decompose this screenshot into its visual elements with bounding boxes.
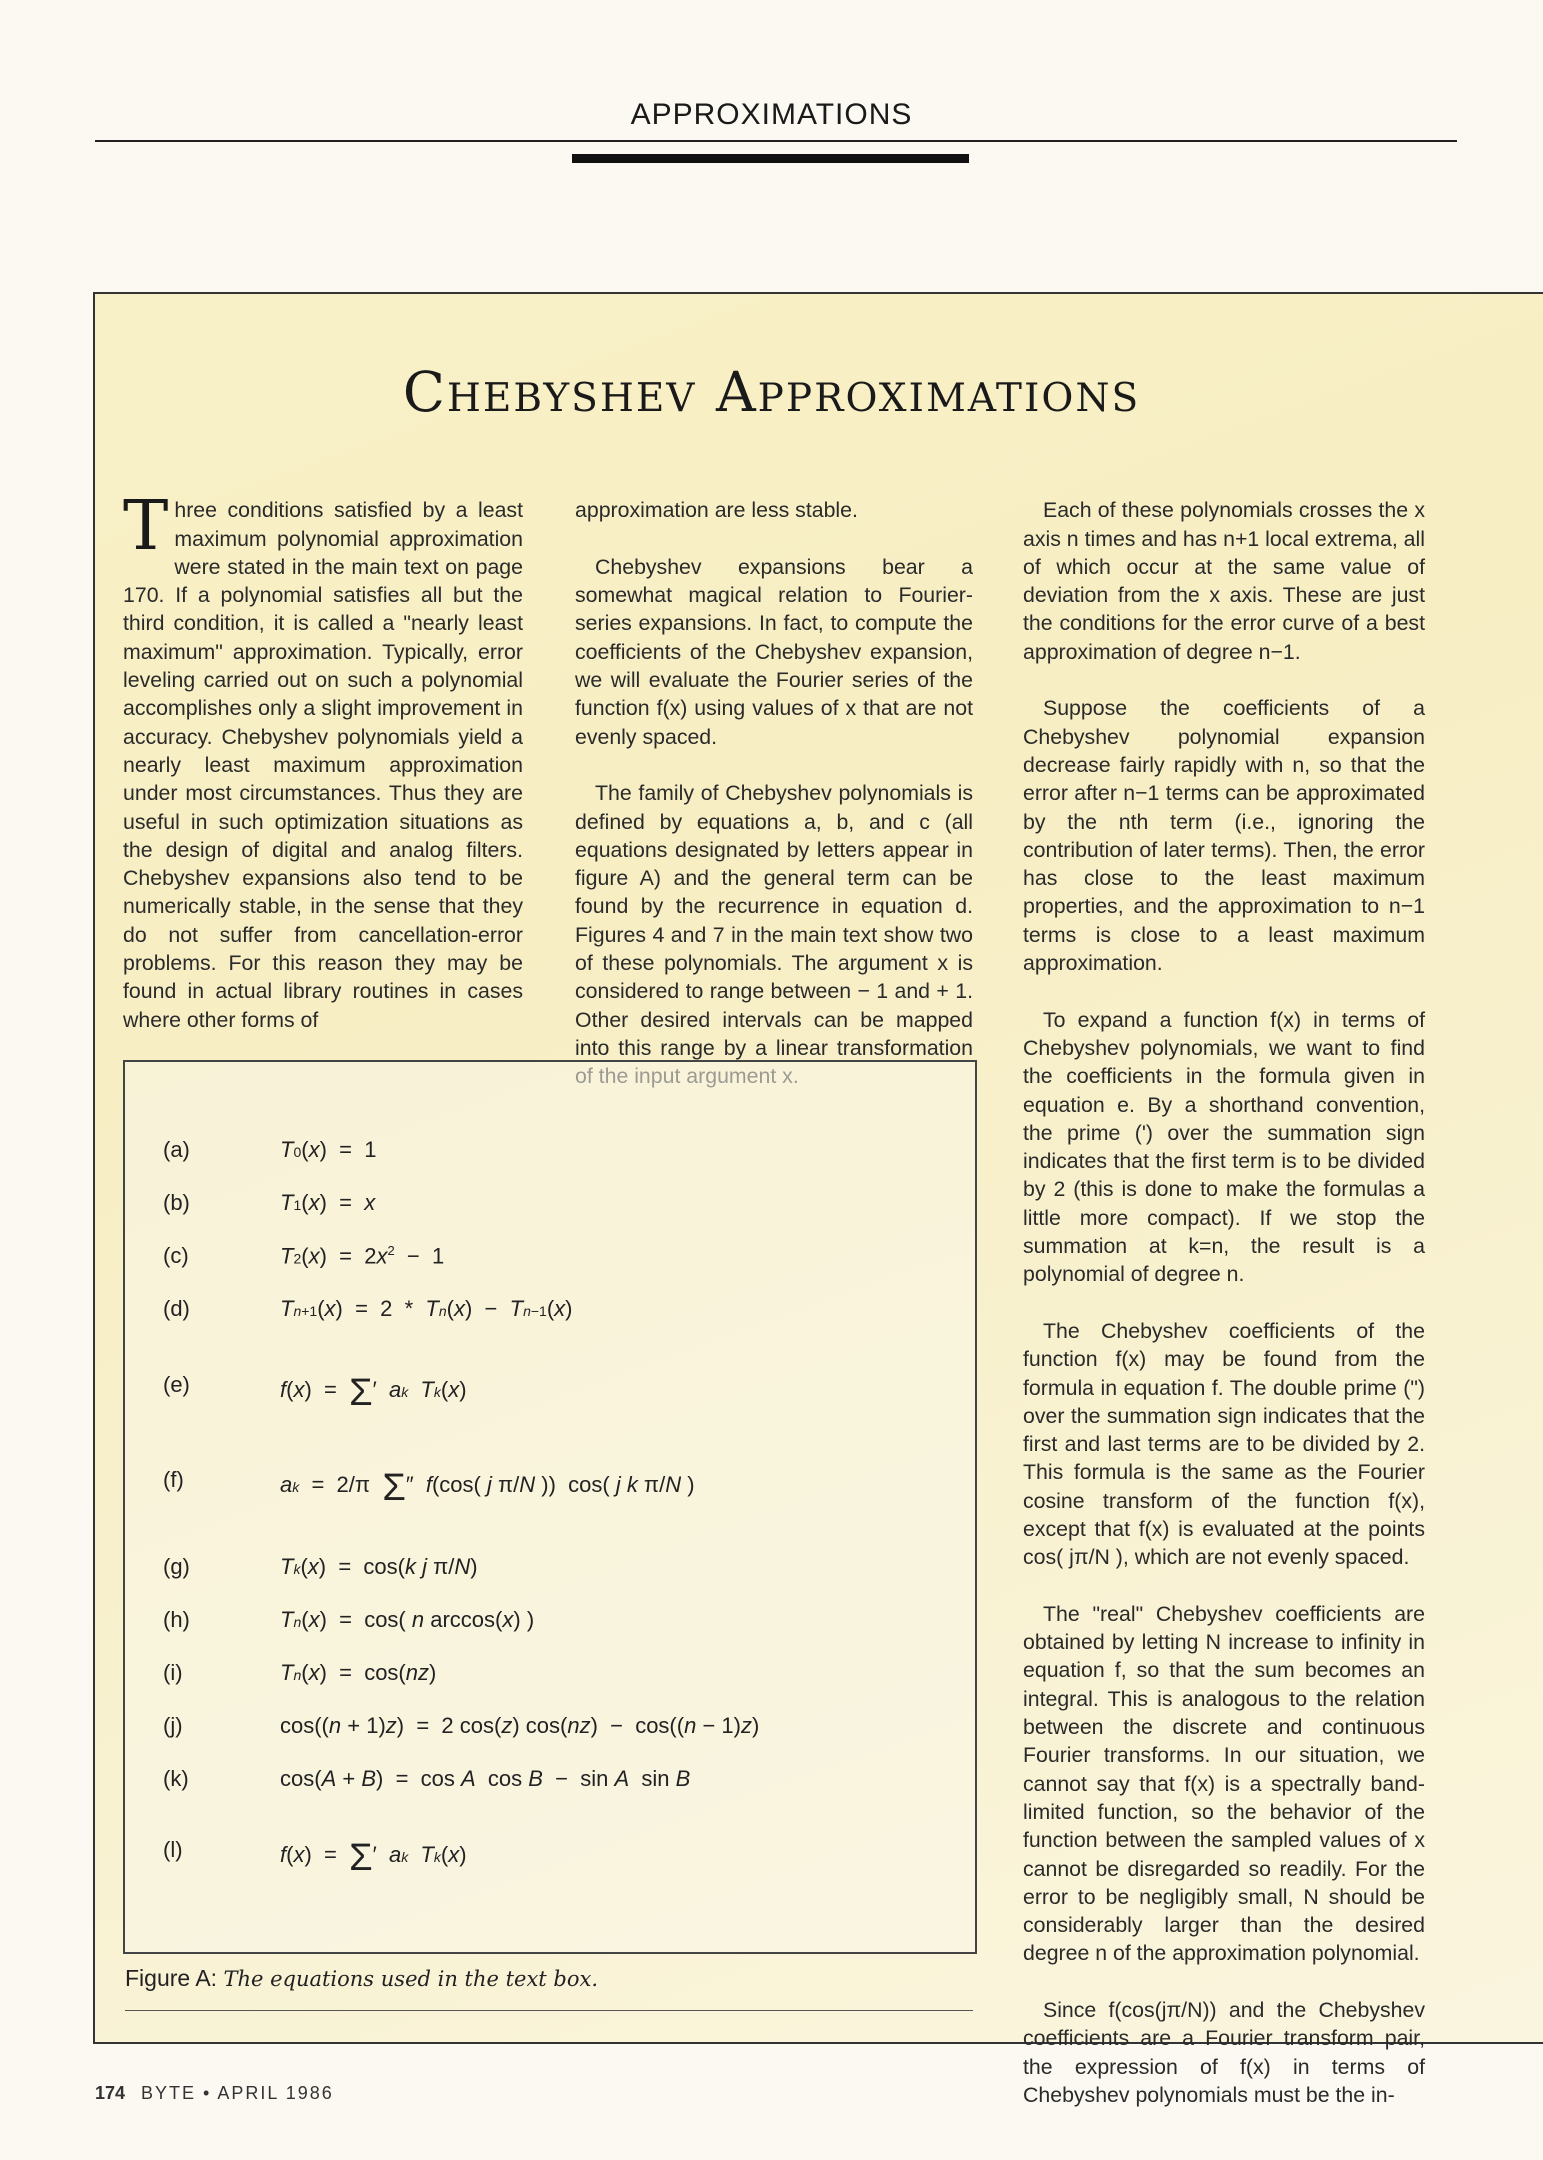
figure-caption	[125, 1965, 598, 1992]
col3-paragraph-4: The Chebyshev coefficients of the function f(x) may be found from the formula in equation f. The double prime (") over the summation sign indicates that the first and last terms are to be divided by 2. This formula is the same as the Fourier cosine transform of the function f(x), except that f(x) is evaluated at the points cos( jπ/N ), which are not evenly spaced.	[1023, 1318, 1425, 1570]
footer-text: BYTE • APRIL 1986	[141, 2083, 334, 2103]
figure-a-box: (a) T0(x) = 1 (b) T1(x) = x (c) $T2(x) = 2x^2 - 1$ (d) Tn+1(x) = 2 * Tn(x) − Tn−1(x) (e) f(x) = Σ′ ak Tk(x) (f) ak = 2/π Σ″ f(cos( j π/N )) cos( j k π/N ) (g) Tk(x) = cos(k j π/N) (h) Tn(x) = cos( n arccos(x) ) (i) Tn(x) = cos(nz) (j) cos((n + 1)z) = 2 cos(z) cos(nz) − cos((n − 1)z) (k) cos(A + B) = cos A cos B − sin A sin B (l) f(x) = Σ′ ak Tk(x)	[123, 1060, 977, 1954]
page-footer	[95, 2083, 334, 2104]
figure-caption-text: The equations used in the text box.	[223, 1967, 599, 1991]
equation-label: (d)	[163, 1296, 190, 1321]
equation-label: (a)	[163, 1137, 190, 1162]
equation-label: (e)	[163, 1372, 190, 1397]
col3-paragraph-1: Each of these polynomials crosses the x axis n times and has n+1 local extrema, all of which occur at the same value of deviation from the x axis. These are just the conditions for the error curve of a best approximation of degree n−1.	[1023, 498, 1425, 664]
figure-caption-label: Figure A:	[125, 1965, 218, 1991]
header-bar	[572, 154, 969, 163]
equation-label: (j)	[163, 1713, 183, 1738]
col3-paragraph-6: Since f(cos(jπ/N)) and the Chebyshev coefficients are a Fourier transform pair, the expression of f(x) in terms of Chebyshev polynomials must be the in-	[1023, 1998, 1425, 2107]
column-2	[575, 468, 973, 1119]
header-rule	[95, 140, 1457, 142]
equation-label: (h)	[163, 1607, 190, 1632]
sidebar-title: Chebyshev Approximations	[402, 360, 1141, 424]
page-number: 174	[95, 2083, 126, 2103]
col3-paragraph-3: To expand a function f(x) in terms of Chebyshev polynomials, we want to find the coefficients in the formula given in equation e. By a shorthand convention, the prime (') over the summation sign indicates that the first term is to be divided by 2 (this is done to make the formulas a little more compact). If we stop the summation at k=n, the result is a polynomial of degree n.	[1023, 1007, 1425, 1287]
col2-paragraph-3: The family of Chebyshev polynomials is defined by equations a, b, and c (all equations designated by letters appear in figure A) and the general term can be found by the recurrence in equation d. Figures 4 and 7 in the main text show two of these polynomials. The argument x is considered to range between − 1 and + 1. Other desired intervals can be mapped into this range by a linear transformation	[575, 781, 973, 1060]
equation-label: (c)	[163, 1243, 189, 1268]
col2-paragraph-2: Chebyshev expansions bear a somewhat magical relation to Fourier-series expansions. In fact, to compute the coefficients of the Chebyshev expansion, we will evaluate the Fourier series of the function f(x) using values of x that are not evenly spaced.	[575, 554, 973, 749]
col3-paragraph-2: Suppose the coefficients of a Chebyshev polynomial expansion decrease fairly rapidly with n, so that the error after n−1 terms can be approximated by the nth term (i.e., ignoring the contribution of later terms). Then, the error has close to the least maximum properties, and the approximation to n−1 terms is close to a least maximum approximation.	[1023, 696, 1425, 976]
equation-label: (k)	[163, 1766, 189, 1791]
equation-label: (b)	[163, 1190, 190, 1215]
col3-paragraph-5: The "real" Chebyshev coefficients are obtained by letting N increase to infinity in equation f, so that the sum becomes an integral. This is analogous to the relation between the discrete and continuous Fourier transforms. In our situation, we cannot say that f(x) is a spectrally band-limited function, so the behavior of the function between the sampled values of x cannot be disregarded so readily. For the error to be negligibly small, N should be considerably larger than the desired degree n of the approximation polynomial.	[1023, 1601, 1425, 1966]
running-header: APPROXIMATIONS	[630, 98, 913, 131]
equation-label: (f)	[163, 1467, 184, 1492]
caption-rule	[125, 2010, 973, 2011]
equation-label: (l)	[163, 1837, 183, 1862]
column-3	[1023, 468, 1425, 2138]
equation-label: (i)	[163, 1660, 183, 1685]
col1-paragraph: hree conditions satisfied by a least maximum polynomial approximation were stated in the main text on page 170. If a polynomial satisfies all but the third condition, it is called a "nearly least maximum" approximation. Typically, error leveling carried out on such a polynomial accomplishes only a slight improvement in accuracy. Chebyshev polynomials yield a nearly least maximum approximation under most circumstances. Thus they are useful in such optimization situations as the design of digital and analog filters. Chebyshev expansions also tend to be numerically stable, in the sense that they do not suffer from cancellation-error problems. For this reason they may be found in actual library routines in cases where other forms of	[123, 498, 523, 1032]
column-1	[123, 468, 523, 1034]
col2-paragraph-1: approximation are less stable.	[575, 498, 858, 523]
drop-cap: T	[123, 487, 169, 567]
equation-label: (g)	[163, 1554, 190, 1579]
